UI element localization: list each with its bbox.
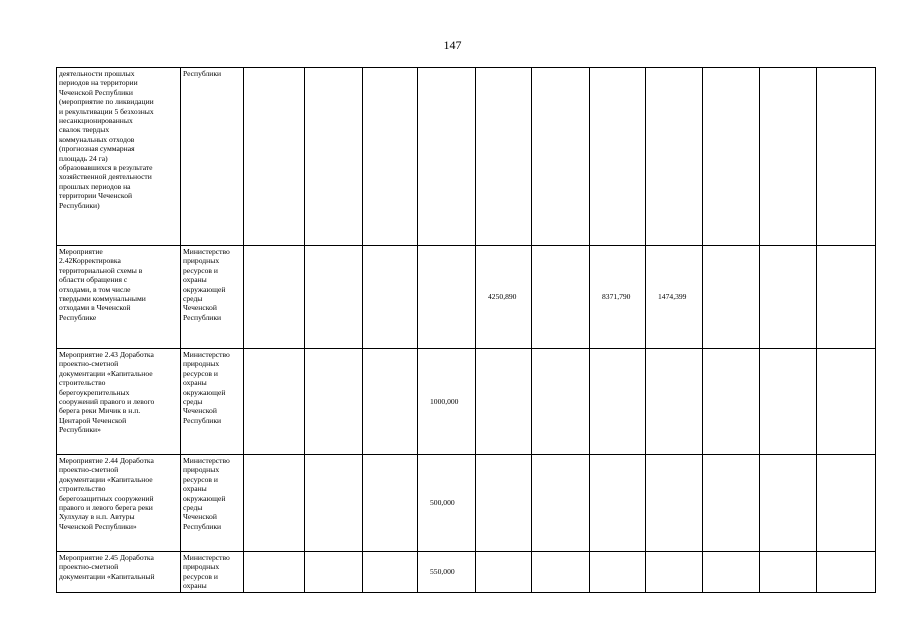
amount-cell: [817, 68, 876, 246]
amount-cell: [418, 68, 476, 246]
table-row: [57, 246, 876, 349]
amount-cell: 8371,790: [590, 246, 646, 349]
event-name-cell: Мероприятие 2.44 Доработка проектно-сметной документации «Капитальное строительство берегозащитных сооружений правого и левого берега реки Хулхулау в н.п. Автуры Чеченской Республики»: [57, 455, 181, 552]
amount-cell: [244, 68, 305, 246]
amount-cell: [476, 68, 532, 246]
amount-cell: 4250,890: [476, 246, 532, 349]
amount-cell: [476, 349, 532, 455]
amount-cell: [305, 455, 363, 552]
amount-cell: [760, 349, 817, 455]
amount-cell: [703, 552, 760, 593]
amount-cell: [532, 349, 590, 455]
amount-cell: 1000,000: [418, 349, 476, 455]
amount-cell: 1474,399: [646, 246, 703, 349]
amount-cell: [244, 246, 305, 349]
amount-cell: [305, 552, 363, 593]
amount-cell: [590, 552, 646, 593]
amount-cell: [363, 246, 418, 349]
amount-cell: [244, 455, 305, 552]
amount-cell: [703, 246, 760, 349]
budget-table: [56, 67, 876, 593]
amount-cell: [703, 68, 760, 246]
amount-cell: [590, 68, 646, 246]
executor-cell: Министерство природных ресурсов и охраны окружающей среды Чеченской Республики: [181, 455, 244, 552]
amount-cell: [703, 349, 760, 455]
executor-cell: Министерство природных ресурсов и охраны окружающей среды Чеченской Республики: [181, 349, 244, 455]
table-row: [57, 68, 876, 246]
amount-cell: 550,000: [418, 552, 476, 593]
event-name-cell: деятельности прошлых периодов на территории Чеченской Республики (мероприятие по ликвидации и рекультивации 5 безхозных несанкционированных свалок твердых коммунальных отходов (прогнозная суммарная площадь 24 га) образовавшихся в результате хозяйственной деятельности прошлых периодов на территории Чеченской Республики): [57, 68, 181, 246]
event-name-cell: Мероприятие 2.42Корректировка территориальной схемы в области обращения с отходами, в том числе твердыми коммунальными отходами в Чеченской Республике: [57, 246, 181, 349]
amount-cell: [760, 68, 817, 246]
page-number: 147: [443, 38, 462, 52]
amount-cell: [817, 455, 876, 552]
amount-cell: [363, 552, 418, 593]
table-row: [57, 552, 876, 593]
amount-cell: [305, 246, 363, 349]
amount-cell: [760, 455, 817, 552]
amount-cell: [760, 552, 817, 593]
amount-cell: [363, 349, 418, 455]
amount-cell: [532, 552, 590, 593]
amount-cell: [476, 455, 532, 552]
amount-cell: [646, 552, 703, 593]
amount-cell: [244, 552, 305, 593]
amount-cell: [244, 349, 305, 455]
amount-cell: [817, 349, 876, 455]
table-row: [57, 349, 876, 455]
executor-cell: Республики: [181, 68, 244, 246]
event-name-cell: Мероприятие 2.45 Доработка проектно-сметной документации «Капитальный: [57, 552, 181, 593]
amount-cell: [532, 455, 590, 552]
amount-cell: [646, 455, 703, 552]
event-name-cell: Мероприятие 2.43 Доработка проектно-сметной документации «Капитальное строительство берегоукрепительных сооружений правого и левого берега реки Мичик в н.п. Центарой Чеченской Республики»: [57, 349, 181, 455]
amount-cell: [590, 455, 646, 552]
amount-cell: [817, 246, 876, 349]
amount-cell: [703, 455, 760, 552]
amount-cell: [590, 349, 646, 455]
executor-cell: Министерство природных ресурсов и охраны окружающей среды Чеченской Республики: [181, 246, 244, 349]
amount-cell: [817, 552, 876, 593]
amount-cell: [363, 68, 418, 246]
amount-cell: [532, 68, 590, 246]
executor-cell: Министерство природных ресурсов и охраны: [181, 552, 244, 593]
amount-cell: [305, 68, 363, 246]
amount-cell: 500,000: [418, 455, 476, 552]
table-row: [57, 455, 876, 552]
amount-cell: [363, 455, 418, 552]
amount-cell: [646, 68, 703, 246]
amount-cell: [418, 246, 476, 349]
amount-cell: [476, 552, 532, 593]
amount-cell: [532, 246, 590, 349]
amount-cell: [760, 246, 817, 349]
amount-cell: [646, 349, 703, 455]
amount-cell: [305, 349, 363, 455]
